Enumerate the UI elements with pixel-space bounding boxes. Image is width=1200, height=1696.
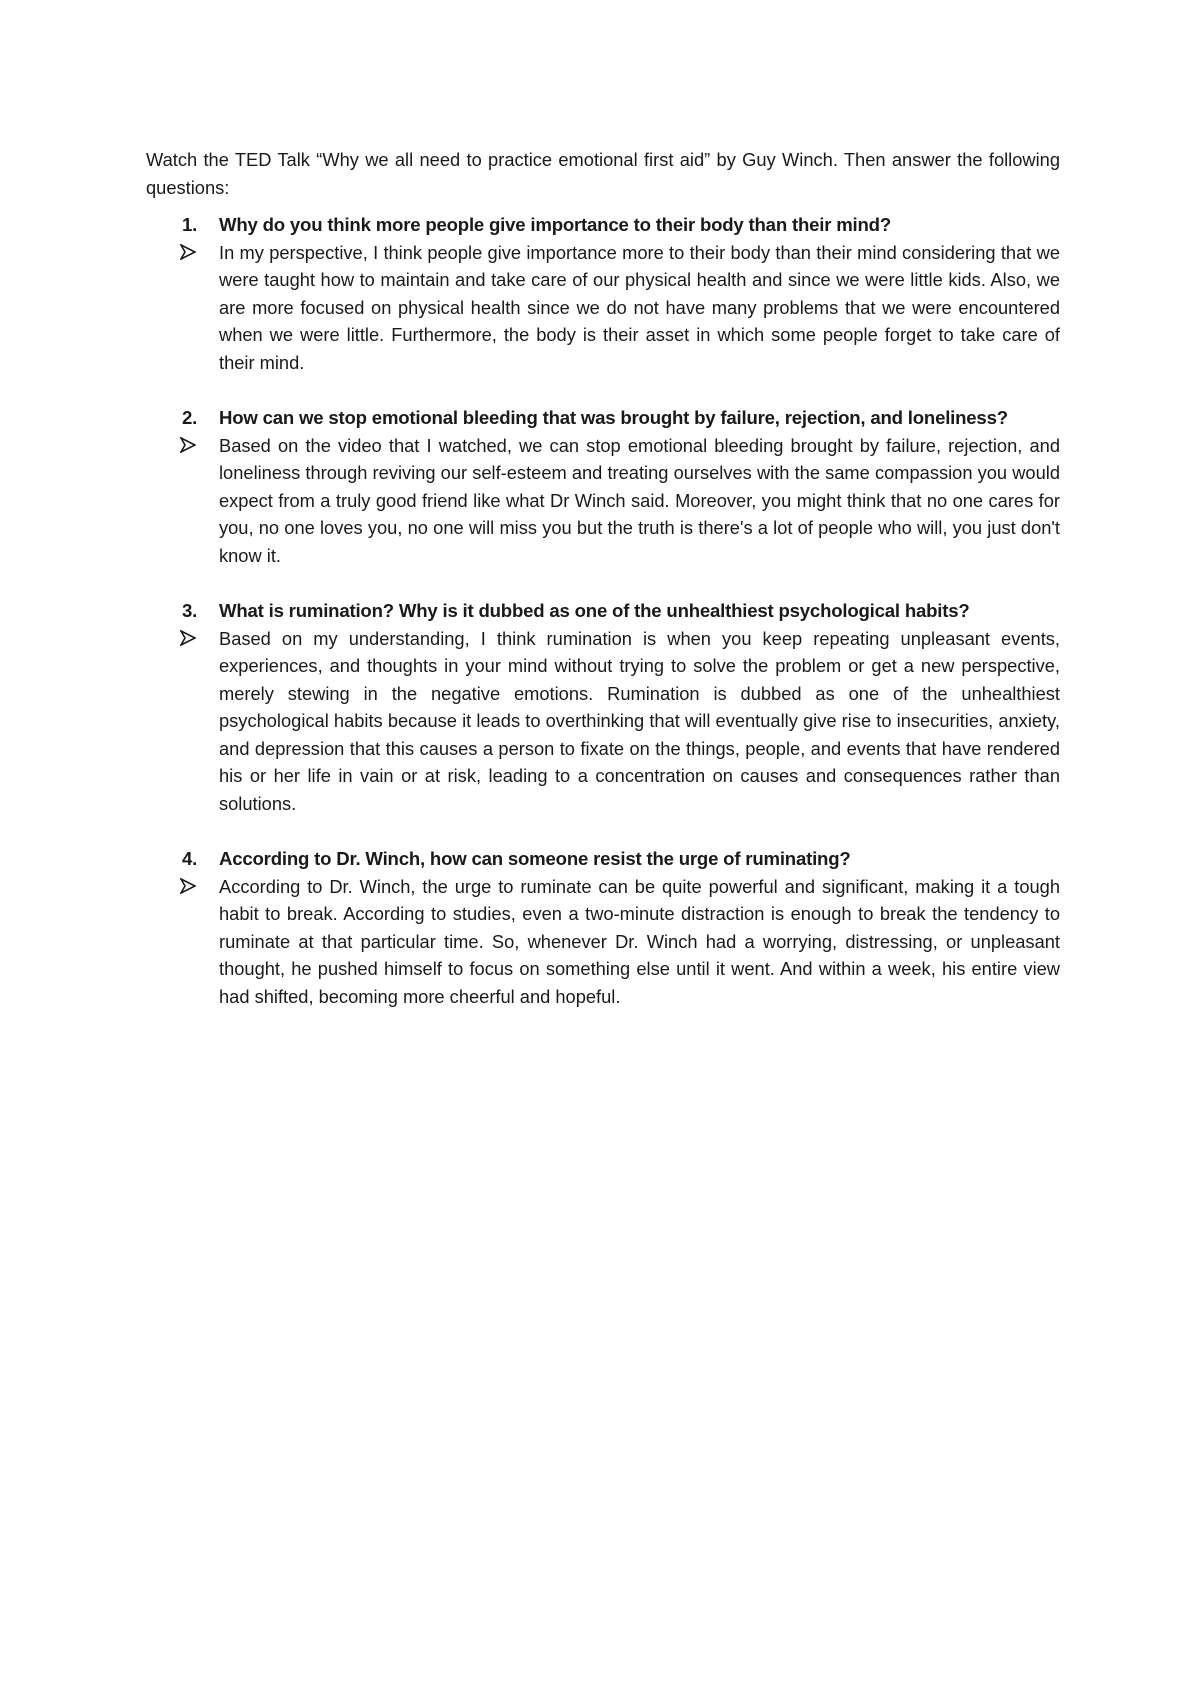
arrowhead-bullet-icon xyxy=(180,873,200,900)
question-4 xyxy=(146,845,1060,873)
question-number: 4. xyxy=(182,848,198,869)
answer-text: According to Dr. Winch, the urge to ruminate can be quite powerful and significant, making it a tough habit to break. According to studies, even a two-minute distraction is enough to break the tendency to ruminate at that particular time. So, whenever Dr. Winch had a worrying, distressing, or unpleasant thought, he pushed himself to focus on something else until it went. And within a week, his entire view had shifted, becoming more cheerful and hopeful. xyxy=(219,875,1060,1007)
answer-4 xyxy=(146,873,1060,1011)
answer-text: In my perspective, I think people give importance more to their body than their mind considering that we were taught how to maintain and take care of our physical health and since we were little kids. Also, we are more focused on physical health since we do not have many problems that we were encountered when we were little. Furthermore, the body is their asset in which some people forget to take care of their mind. xyxy=(219,241,1060,373)
question-text: Why do you think more people give importance to their body than their mind? xyxy=(219,214,891,235)
arrowhead-bullet-icon xyxy=(180,625,200,652)
arrowhead-bullet-icon xyxy=(180,432,200,459)
arrowhead-bullet-icon xyxy=(180,239,200,266)
question-text: How can we stop emotional bleeding that was brought by failure, rejection, and loneliness? xyxy=(219,407,1008,428)
answer-text: Based on the video that I watched, we can stop emotional bleeding brought by failure, rejection, and loneliness through reviving our self-esteem and treating ourselves with the same compassion you would expect from a truly good friend like what Dr Winch said. Moreover, you might think that no one cares for you, no one loves you, no one will miss you but the truth is there's a lot of people who will, you just don't know it. xyxy=(219,434,1060,566)
document-body xyxy=(146,146,1060,1010)
question-number: 2. xyxy=(182,407,198,428)
question-number: 1. xyxy=(182,214,198,235)
answer-1 xyxy=(146,239,1060,377)
answer-text: Based on my understanding, I think rumination is when you keep repeating unpleasant events, experiences, and thoughts in your mind without trying to solve the problem or get a new perspective, merely stewing in the negative emotions. Rumination is dubbed as one of the unhealthiest psychological habits because it leads to overthinking that will eventually give rise to insecurities, anxiety, and depression that this causes a person to fixate on the things, people, and events that have rendered his or her life in vain or at risk, leading to a concentration on causes and consequences rather than solutions. xyxy=(219,627,1060,814)
intro-paragraph: Watch the TED Talk “Why we all need to practice emotional first aid” by Guy Winch. Then answer the following questions: xyxy=(146,149,1060,198)
question-3 xyxy=(146,597,1060,625)
question-text: According to Dr. Winch, how can someone resist the urge of ruminating? xyxy=(219,848,851,869)
answer-2 xyxy=(146,432,1060,570)
question-2 xyxy=(146,404,1060,432)
question-text: What is rumination? Why is it dubbed as one of the unhealthiest psychological habits? xyxy=(219,600,970,621)
question-1 xyxy=(146,211,1060,239)
question-number: 3. xyxy=(182,600,198,621)
answer-3 xyxy=(146,625,1060,818)
